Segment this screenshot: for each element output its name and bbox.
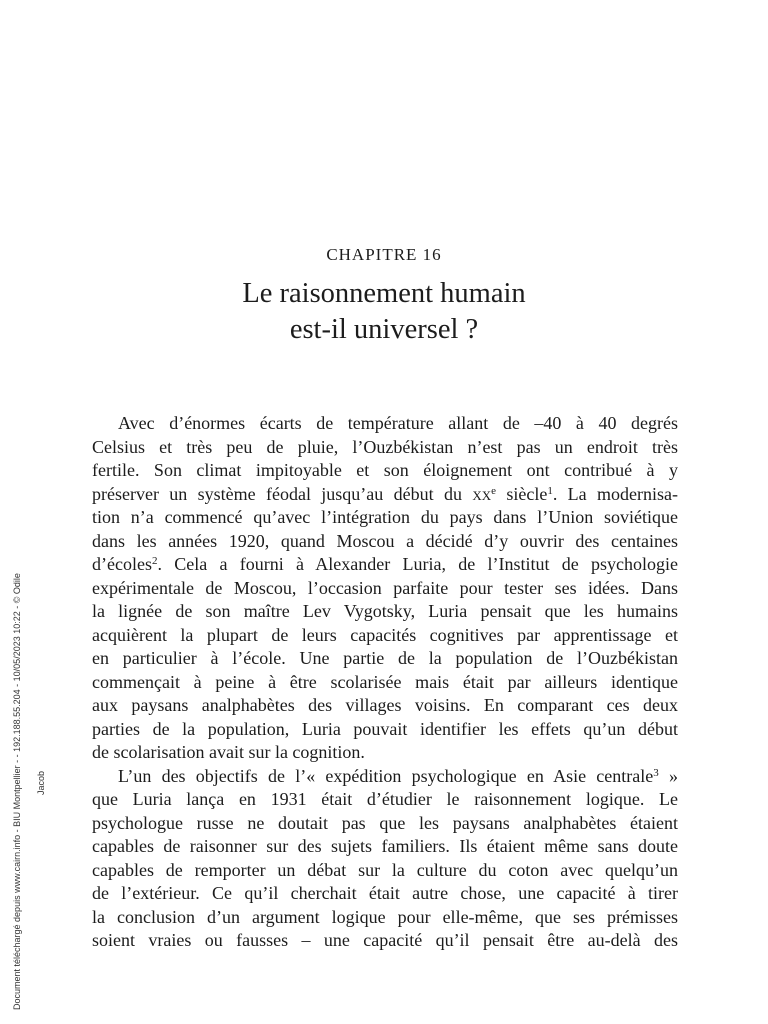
text-line: soient vraies ou fausses – une capacité qu’il pensait être au-delà des bbox=[92, 930, 678, 950]
text-segment: . Cela a fourni à Alexander Luria, de l’Institut de psychologie bbox=[157, 554, 678, 574]
text-line: Avec d’énormes écarts de température allant de –40 à 40 degrés bbox=[118, 413, 678, 433]
text-line: tion n’a commencé qu’avec l’intégration du pays dans l’Union soviétique bbox=[92, 507, 678, 527]
chapter-header bbox=[0, 244, 768, 348]
footnote-ref-1[interactable]: 1 bbox=[547, 484, 553, 497]
text-segment: » bbox=[658, 765, 678, 786]
text-line: en particulier à l’école. Une partie de la population de l’Ouzbékistan bbox=[92, 648, 678, 668]
century-numeral: xx bbox=[472, 483, 492, 504]
text-line: la lignée de son maître Lev Vygotsky, Luria pensait que les humains bbox=[92, 601, 678, 621]
text-segment: préserver un système féodal jusqu’au début du bbox=[92, 483, 473, 504]
chapter-title-line-2: est-il universel ? bbox=[289, 314, 479, 345]
text-line: acquièrent la plupart de leurs capacités cognitives par apprentissage et bbox=[92, 624, 678, 645]
text-line: la conclusion d’un argument logique pour elle-même, que ses prémisses bbox=[92, 906, 678, 927]
text-line: parties de la population, Luria pouvait identifier les effets qu’un début bbox=[92, 718, 678, 739]
text-line bbox=[92, 483, 678, 507]
text-segment: L’un des objectifs de l’« expédition psychologique en Asie centrale bbox=[118, 765, 654, 786]
chapter-label: CHAPITRE 16 bbox=[326, 245, 442, 264]
text-line: aux paysans analphabètes des villages voisins. En comparant ces deux bbox=[92, 695, 678, 715]
text-line: commençait à peine à être scolarisée mais était par ailleurs identique bbox=[92, 671, 678, 692]
text-segment: d’écoles bbox=[92, 554, 152, 574]
watermark-line-1: Document téléchargé depuis www.cairn.info - BIU Montpellier - - 192.188.55.204 - 10/05/2023 10:22 - © Odile bbox=[12, 573, 22, 1010]
text-line bbox=[92, 765, 678, 789]
text-line: psychologue russe ne doutait pas que les paysans analphabètes étaient bbox=[92, 812, 678, 833]
text-line: capables de remporter un débat sur la culture du coton avec quelqu’un bbox=[92, 859, 678, 880]
text-line: dans les années 1920, quand Moscou a décidé d’y ouvrir des centaines bbox=[92, 530, 678, 551]
text-line bbox=[92, 553, 678, 577]
superscript-e: e bbox=[491, 484, 496, 497]
text-line: que Luria lança en 1931 était d’étudier le raisonnement logique. Le bbox=[92, 789, 678, 809]
download-watermark bbox=[6, 550, 46, 1010]
watermark-line-2: Jacob bbox=[36, 770, 46, 795]
text-line: expérimentale de Moscou, l’occasion parfaite pour tester ses idées. Dans bbox=[92, 577, 678, 598]
text-segment: . La modernisa- bbox=[552, 483, 678, 504]
text-line: Celsius et très peu de pluie, l’Ouzbékistan n’est pas un endroit très bbox=[92, 436, 678, 457]
text-segment: siècle bbox=[496, 483, 548, 504]
footnote-ref-3[interactable]: 3 bbox=[653, 766, 659, 779]
chapter-title bbox=[0, 276, 768, 348]
text-line: fertile. Son climat impitoyable et son éloignement ont contribué à y bbox=[92, 460, 678, 480]
text-line: de l’extérieur. Ce qu’il cherchait était autre chose, une capacité à tirer bbox=[92, 883, 678, 903]
chapter-title-line-1: Le raisonnement humain bbox=[242, 278, 526, 309]
text-line: de scolarisation avait sur la cognition. bbox=[92, 742, 365, 762]
footnote-ref-2[interactable]: 2 bbox=[151, 555, 158, 567]
paragraph-2 bbox=[92, 765, 678, 953]
paragraph-1 bbox=[92, 412, 678, 765]
text-line: capables de raisonner sur des sujets familiers. Ils étaient même sans doute bbox=[92, 836, 678, 856]
body-text bbox=[92, 412, 678, 953]
